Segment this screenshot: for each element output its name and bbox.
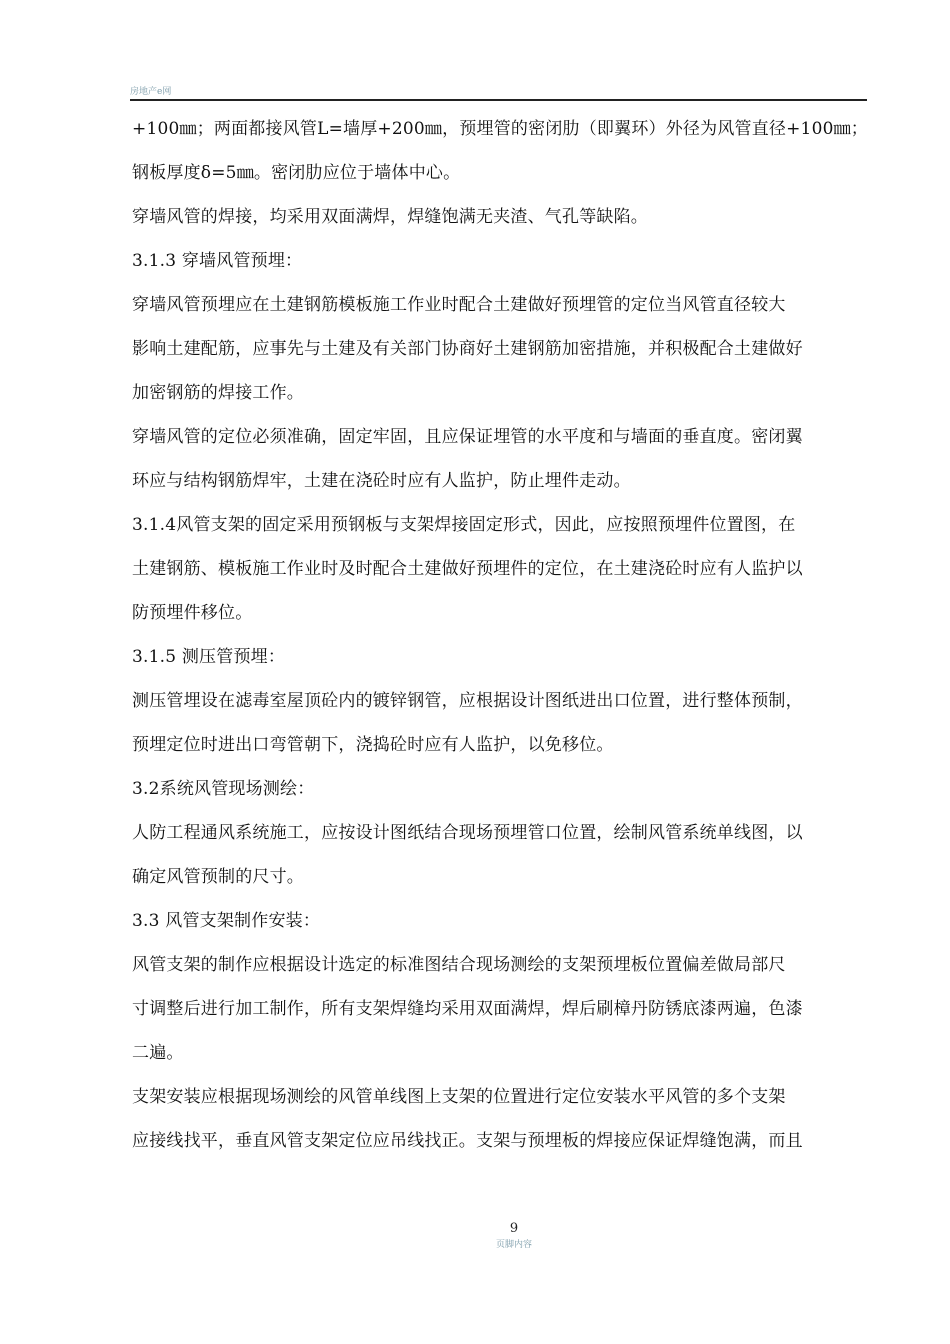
section-heading: 3.2系统风管现场测绘： xyxy=(132,779,315,799)
text-line: 风管支架的制作应根据设计选定的标准图结合现场测绘的支架预埋板位置偏差做局部尺 xyxy=(132,955,786,975)
text-line: 钢板厚度δ=5㎜。密闭肋应位于墙体中心。 xyxy=(132,163,461,183)
text-line: 穿墙风管预埋应在土建钢筋模板施工作业时配合土建做好预埋管的定位当风管直径较大 xyxy=(132,295,786,315)
document-body xyxy=(132,112,870,1159)
text-line: 支架安装应根据现场测绘的风管单线图上支架的位置进行定位安装水平风管的多个支架 xyxy=(132,1087,786,1107)
text-line: 测压管埋设在滤毒室屋顶砼内的镀锌钢管，应根据设计图纸进出口位置，进行整体预制， xyxy=(132,691,803,711)
text-line: 防预埋件移位。 xyxy=(132,603,253,623)
section-heading: 3.3 风管支架制作安装： xyxy=(132,911,321,931)
section-heading: 3.1.5 测压管预埋： xyxy=(132,647,286,667)
section-heading: 3.1.3 穿墙风管预埋： xyxy=(132,251,303,271)
text-line: 3.1.4风管支架的固定采用预钢板与支架焊接固定形式，因此，应按照预埋件位置图，在 xyxy=(132,515,796,535)
text-line: 土建钢筋、模板施工作业时及时配合土建做好预埋件的定位，在土建浇砼时应有人监护以 xyxy=(132,559,803,579)
text-line: 应接线找平，垂直风管支架定位应吊线找正。支架与预埋板的焊接应保证焊缝饱满，而且 xyxy=(132,1131,803,1151)
header-text: 房地产e网 xyxy=(130,87,172,97)
text-line: 预埋定位时进出口弯管朝下，浇捣砼时应有人监护，以免移位。 xyxy=(132,735,614,755)
text-line: 二遍。 xyxy=(132,1043,184,1063)
text-line: 加密钢筋的焊接工作。 xyxy=(132,383,304,403)
text-line: 影响土建配筋，应事先与土建及有关部门协商好土建钢筋加密措施，并积极配合土建做好 xyxy=(132,339,803,359)
page-number: 9 xyxy=(509,1221,519,1236)
text-line: 确定风管预制的尺寸。 xyxy=(132,867,304,887)
page-header xyxy=(130,87,867,99)
text-line: 寸调整后进行加工制作，所有支架焊缝均采用双面满焊，焊后刷樟丹防锈底漆两遍，色漆 xyxy=(132,999,803,1019)
footer-text: 页脚内容 xyxy=(495,1240,532,1250)
text-line: 穿墙风管的定位必须准确，固定牢固，且应保证埋管的水平度和与墙面的垂直度。密闭翼 xyxy=(132,427,803,447)
text-line: 环应与结构钢筋焊牢，土建在浇砼时应有人监护，防止埋件走动。 xyxy=(132,471,631,491)
text-line: 人防工程通风系统施工，应按设计图纸结合现场预埋管口位置，绘制风管系统单线图，以 xyxy=(132,823,803,843)
text-line: +100㎜；两面都接风管L=墙厚+200㎜，预埋管的密闭肋（即翼环）外径为风管直径+100㎜； xyxy=(132,119,869,139)
header-rule xyxy=(130,99,867,101)
text-line: 穿墙风管的焊接，均采用双面满焊，焊缝饱满无夹渣、气孔等缺陷。 xyxy=(132,207,648,227)
